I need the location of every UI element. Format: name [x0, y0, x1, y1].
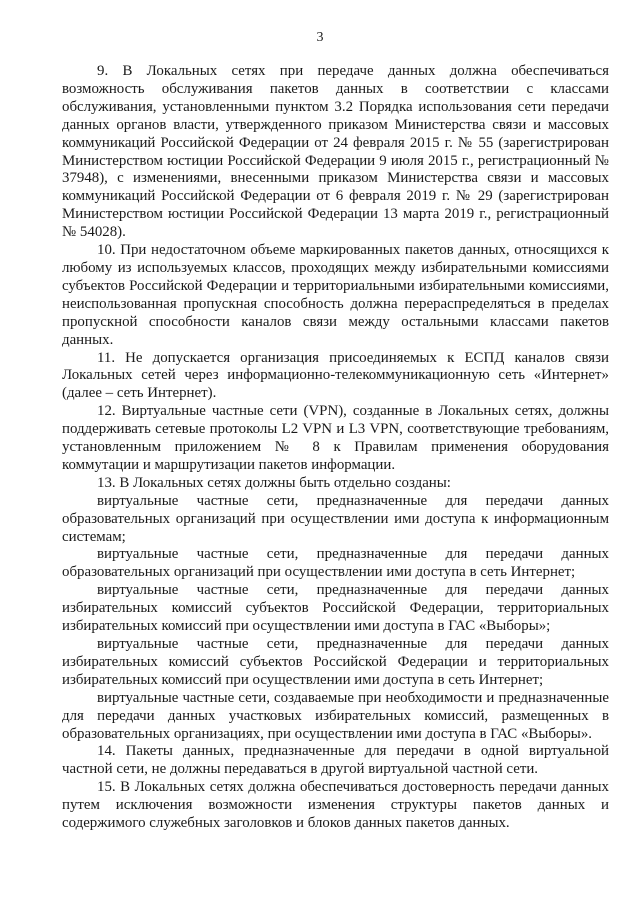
paragraph-12: 12. Виртуальные частные сети (VPN), созданные в Локальных сетях, должны поддерживать сетевые протоколы L2 VPN и L3 VPN, соответствующие требованиям, установленным приложением № 8 к Правилам применения оборудования коммутации и маршрутизации пакетов информации.	[62, 403, 609, 473]
paragraph-9: 9. В Локальных сетях при передаче данных должна обеспечиваться возможность обслуживания пакетов данных в соответствии с классами обслуживания, установленными пунктом 3.2 Порядка использования сети передачи данных органов власти, утвержденного приказом Министерства связи и массовых коммуникаций Российской Федерации от 24 февраля 2015 г. № 55 (зарегистрирован Министерством юстиции Российской Федерации 9 июля 2015 г., регистрационный № 37948), с изменениями, внесенными приказом Министерства связи и массовых коммуникаций Российской Федерации от 6 февраля 2019 г. № 29 (зарегистрирован Министерством юстиции Российской Федерации 13 марта 2019 г., регистрационный № 54028).	[62, 63, 609, 241]
paragraph-15: 15. В Локальных сетях должна обеспечиваться достоверность передачи данных путем исключения возможности изменения структуры пакетов данных и содержимого служебных заголовков и блоков данных пакетов данных.	[62, 779, 609, 832]
paragraph-13: 13. В Локальных сетях должны быть отдельно созданы:	[97, 474, 451, 491]
list-item: виртуальные частные сети, создаваемые при необходимости и предназначенные для передачи данных участковых избирательных комиссий, размещенных в образовательных организациях, при осуществлении ими доступа в ГАС «Выборы».	[62, 689, 609, 742]
list-item: виртуальные частные сети, предназначенные для передачи данных образовательных организаций при осуществлении ими доступа в сеть Интернет;	[62, 546, 609, 581]
list-item: виртуальные частные сети, предназначенные для передачи данных избирательных комиссий субъектов Российской Федерации и территориальных избирательных комиссий при осуществлении ими доступа в сеть Интернет;	[62, 636, 609, 688]
paragraph-14: 14. Пакеты данных, предназначенные для передачи в одной виртуальной частной сети, не должны передаваться в другой виртуальной частной сети.	[62, 743, 609, 778]
list-item: виртуальные частные сети, предназначенные для передачи данных избирательных комиссий субъектов Российской Федерации, территориальных избирательных комиссий при осуществлении ими доступа в ГАС «Выборы»;	[62, 582, 609, 635]
paragraph-11: 11. Не допускается организация присоединяемых к ЕСПД каналов связи Локальных сетей через информационно-телекоммуникационную сеть «Интернет» (далее – сеть Интернет).	[62, 349, 609, 402]
paragraph-10: 10. При недостаточном объеме маркированных пакетов данных, относящихся к любому из используемых классов, проходящих между избирательными комиссиями субъектов Российской Федерации и территориальными избирательными комиссиями, неиспользованная пропускная способность должна перераспределяться в пределах пропускной способности каналов связи между остальными классами пакетов данных.	[62, 242, 609, 348]
page-number: 3	[316, 30, 324, 45]
document-body	[62, 63, 609, 833]
list-item: виртуальные частные сети, предназначенные для передачи данных образовательных организаций при осуществлении ими доступа к информационным системам;	[62, 492, 609, 545]
